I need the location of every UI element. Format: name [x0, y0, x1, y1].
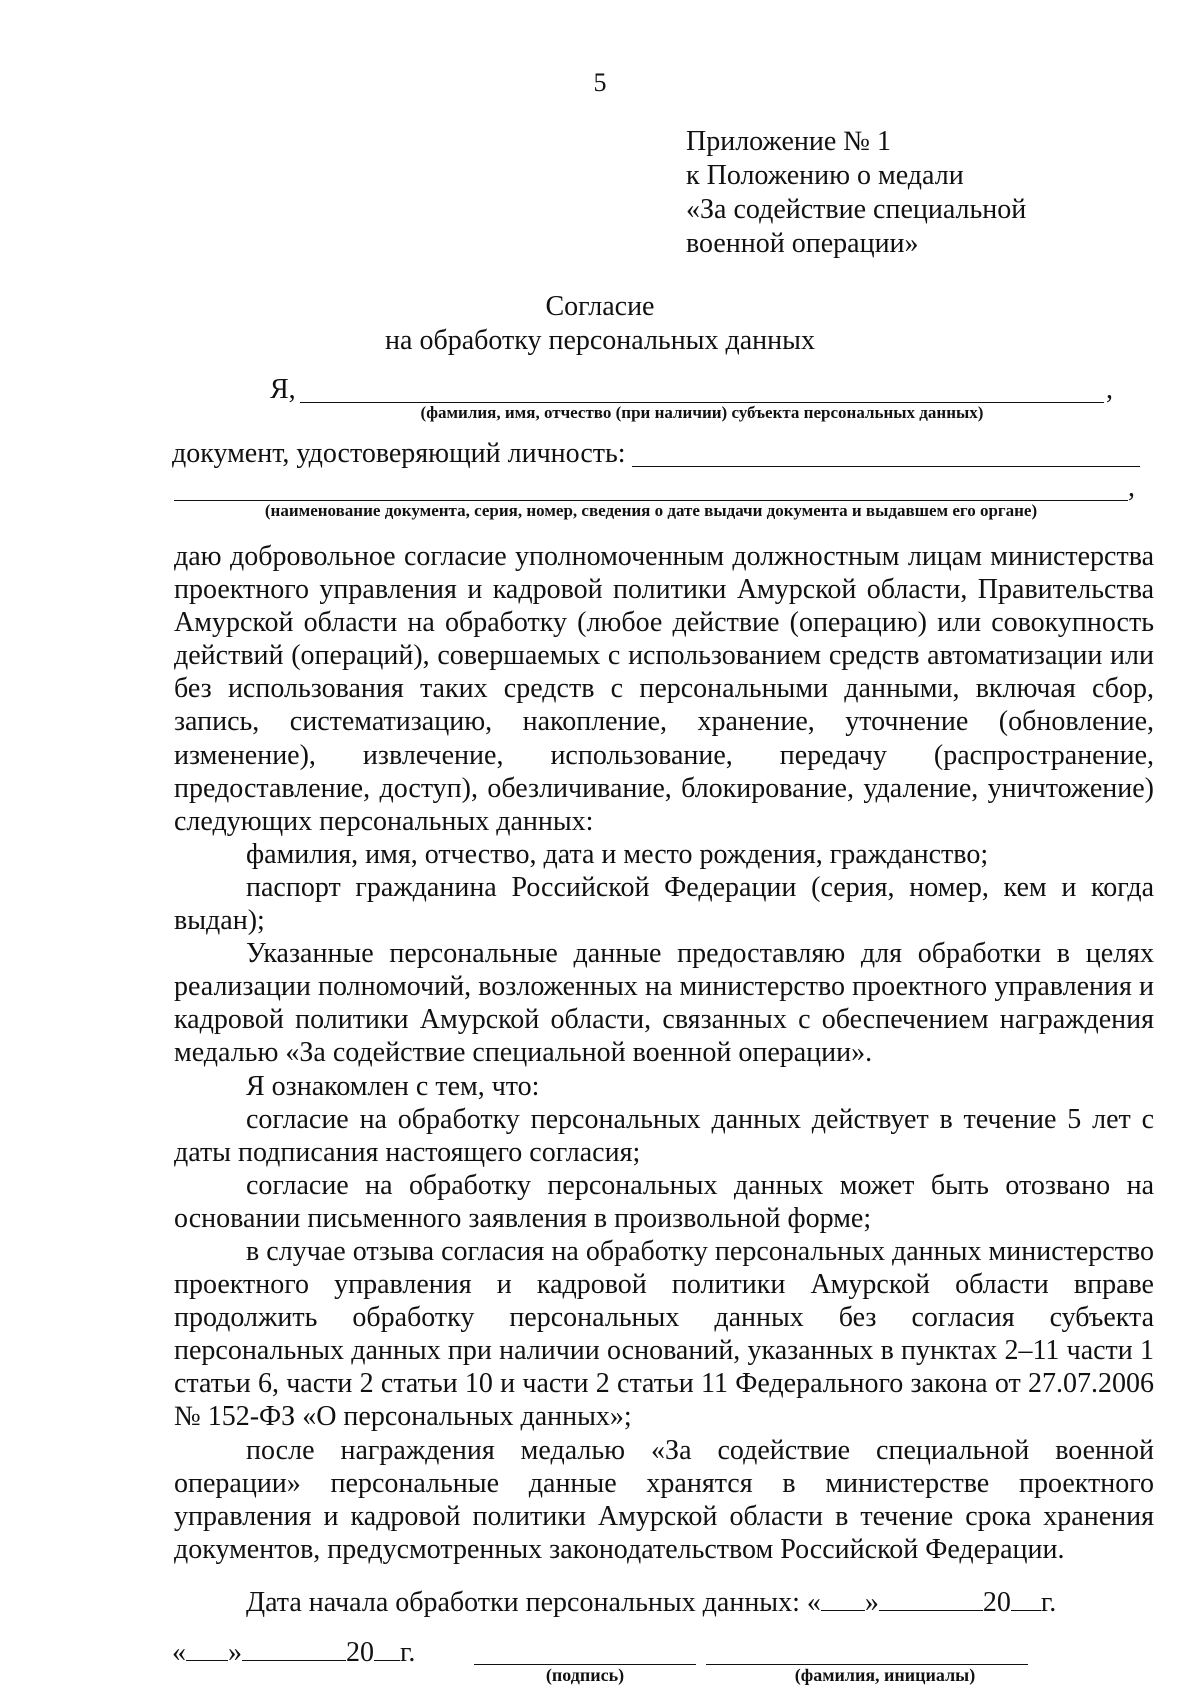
appendix-line: к Положению о медали [686, 160, 964, 191]
consent-body [174, 540, 1154, 1566]
document-caption: (наименование документа, серия, номер, сведения о дате выдачи документа и выдавшем его органе) [264, 501, 1038, 520]
paragraph: в случае отзыва согласия на обработку персональных данных министерство проектного управления и кадровой политики Амурской области вправе продолжить обработку персональных данных без согласия субъекта персональных данных при наличии оснований, указанных в пунктах 2–11 части 1 статьи 6, части 2 статьи 10 и части 2 статьи 11 Федерального закона от 27.07.2006 № 152-ФЗ «О персональных данных»; [174, 1235, 1154, 1433]
appendix-line: Приложение № 1 [686, 126, 891, 157]
appendix-header [686, 125, 1026, 261]
start-year-prefix: 20 [982, 1587, 1011, 1618]
paragraph: Указанные персональные данные предоставляю для обработки в целях реализации полномочий, возложенных на министерство проектного управления и кадровой политики Амурской области, связанных с обеспечением награждения медалью «За содействие специальной военной операции». [174, 938, 1154, 1069]
appendix-line: военной операции» [686, 228, 919, 259]
document-title [0, 290, 1200, 358]
start-date-quote-close: » [864, 1587, 879, 1618]
document-suffix: , [1128, 472, 1135, 503]
paragraph: после награждения медалью «За содействие специальной военной операции» персональные данные хранятся в министерстве проектного управления и кадровой политики Амурской области в течение срока хранения документов, предусмотренных законодательством Российской Федерации. [174, 1434, 1154, 1565]
paragraph: даю добровольное согласие уполномоченным должностным лицам министерства проектного управления и кадровой политики Амурской области, Правительства Амурской области на обработку (любое действие (операцию) или совокупность действий (операций), совершаемых с использованием средств автоматизации или без использования таких средств с персональными данными, включая сбор, запись, систематизацию, накопление, хранение, уточнение (обновление, изменение), извлечение, использование, передачу (распространение, предоставление, доступ), обезличивание, блокирование, удаление, уничтожение) следующих персональных данных: [174, 541, 1154, 837]
subject-suffix: , [1106, 374, 1113, 405]
sign-year-field[interactable] [374, 1638, 400, 1661]
paragraph: Я ознакомлен с тем, что: [246, 1070, 540, 1102]
subject-caption: (фамилия, имя, отчество (при наличии) субъекта персональных данных) [420, 403, 984, 422]
document-label: документ, удостоверяющий личность: [172, 438, 626, 469]
paragraph: паспорт гражданина Российской Федерации (серия, номер, кем и когда выдан); [174, 871, 1154, 937]
start-month-field[interactable] [879, 1588, 983, 1611]
sign-year-prefix: 20 [346, 1637, 374, 1668]
full-name-caption: (фамилия, инициалы) [794, 1665, 976, 1685]
subject-prefix: Я, [270, 374, 296, 405]
start-year-suffix: г. [1040, 1587, 1057, 1618]
document-field-line1[interactable] [632, 466, 1140, 467]
signature-date-row [172, 1637, 415, 1669]
paragraph: согласие на обработку персональных данных может быть отозвано на основании письменного заявления в произвольной форме; [174, 1169, 1154, 1234]
page-number: 5 [593, 68, 607, 97]
paragraph: фамилия, имя, отчество, дата и место рождения, гражданство; [246, 838, 989, 870]
sign-quote-open: « [172, 1637, 186, 1668]
title-line: Согласие [545, 291, 655, 322]
paragraph: согласие на обработку персональных данных действует в течение 5 лет с даты подписания настоящего согласия; [174, 1103, 1154, 1168]
start-date-label: Дата начала обработки персональных данных: « [246, 1587, 821, 1618]
sign-month-field[interactable] [242, 1638, 346, 1661]
sign-quote-close: » [228, 1637, 242, 1668]
start-year-field[interactable] [1011, 1588, 1041, 1611]
sign-year-suffix: г. [400, 1637, 416, 1668]
start-date-row [246, 1587, 1056, 1619]
title-subline: на обработку персональных данных [385, 325, 815, 356]
sign-day-field[interactable] [186, 1638, 228, 1661]
appendix-line: «За содействие специальной [686, 194, 1027, 225]
start-day-field[interactable] [821, 1588, 865, 1611]
signature-caption: (подпись) [545, 1665, 625, 1685]
